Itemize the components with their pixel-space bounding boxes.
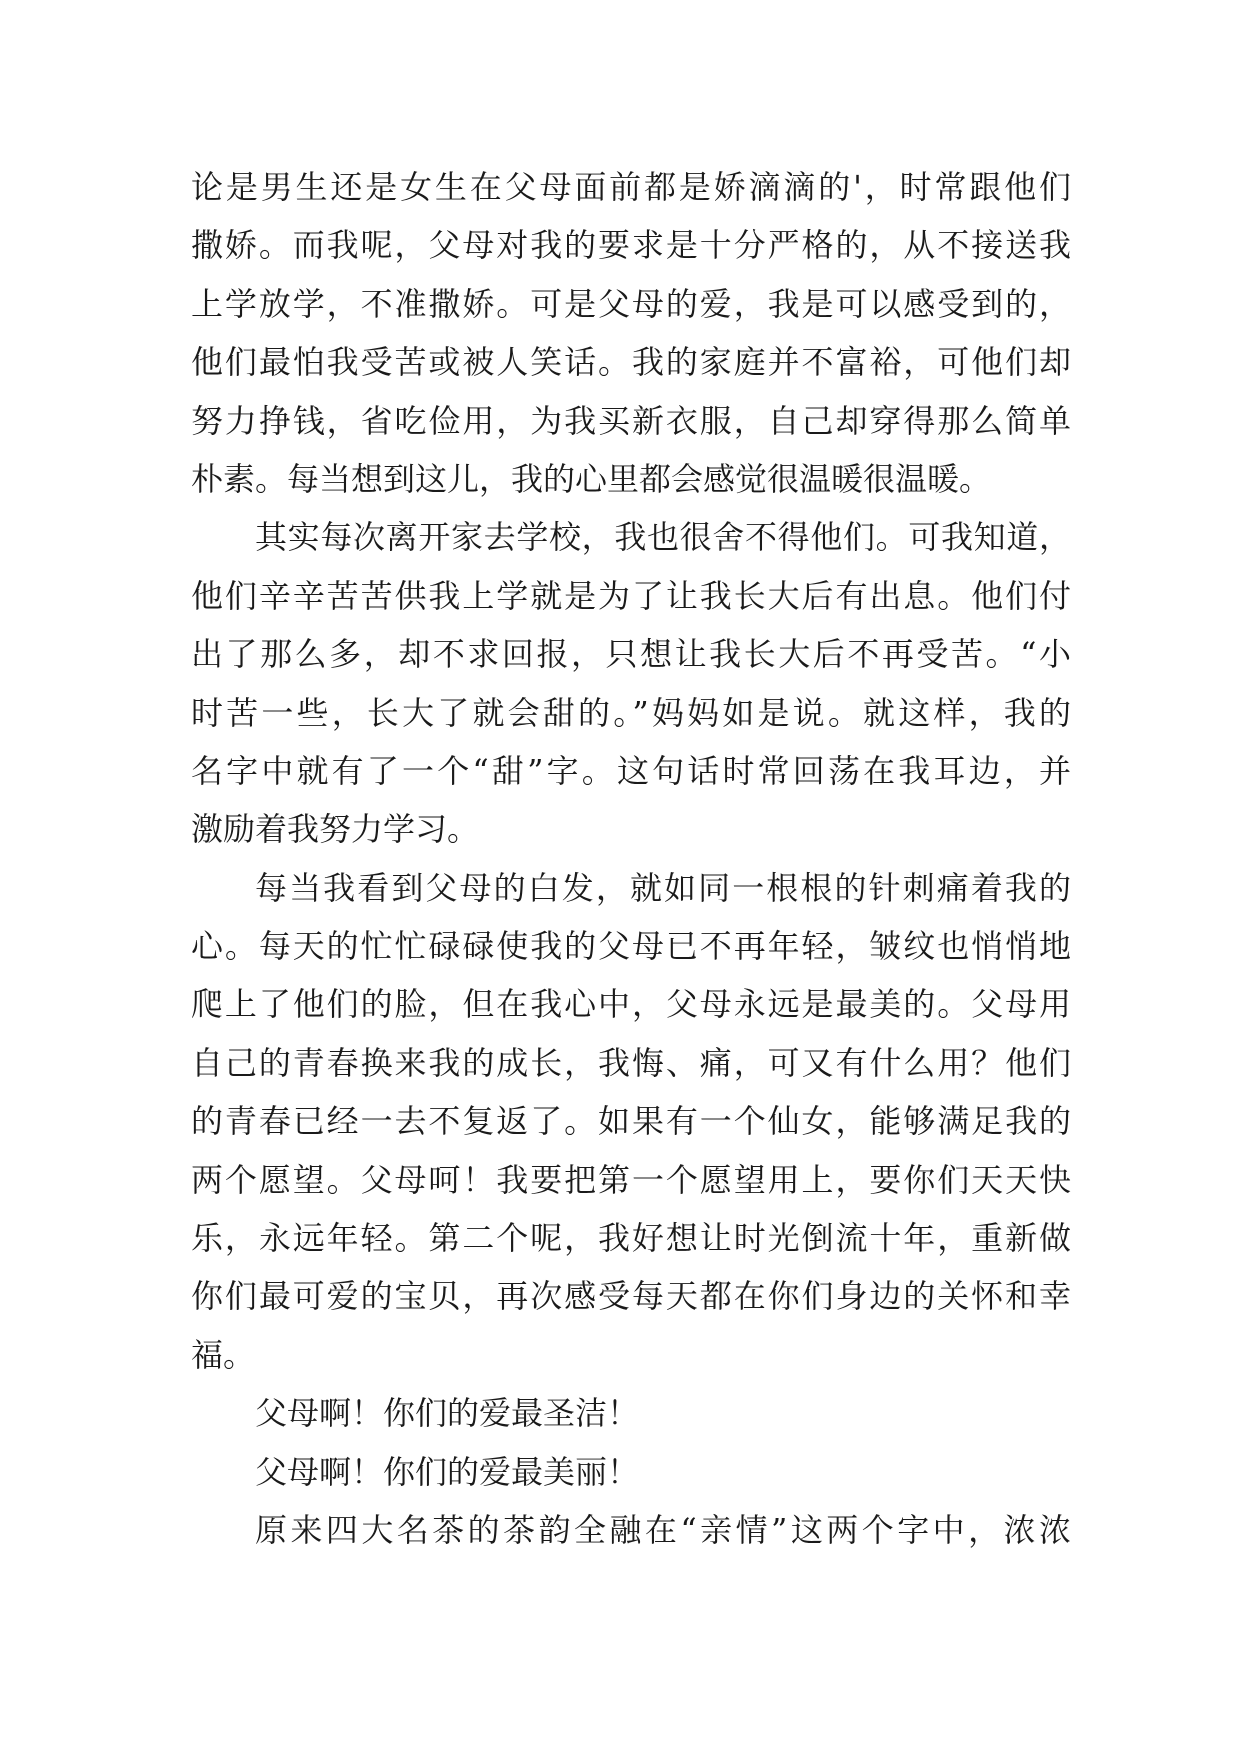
text-line: 爬上了他们的脸，但在我心中，父母永远是最美的。父母用 (191, 985, 1071, 1024)
text-line: 朴素。每当想到这儿，我的心里都会感觉很温暖很温暖。 (191, 459, 992, 498)
text-line: 你们最可爱的宝贝，再次感受每天都在你们身边的关怀和幸 (191, 1277, 1071, 1316)
text-line: 他们辛辛苦苦供我上学就是为了让我长大后有出息。他们付 (191, 576, 1071, 615)
text-line: 论是男生还是女生在父母面前都是娇滴滴的'，时常跟他们 (191, 168, 1071, 206)
text-line: 父母啊！你们的爱最美丽！ (255, 1452, 640, 1491)
text-line: 福。 (191, 1335, 256, 1374)
text-line: 父母啊！你们的爱最圣洁！ (255, 1394, 640, 1433)
text-line: 两个愿望。父母呵！我要把第一个愿望用上，要你们天天快 (191, 1160, 1071, 1199)
body-text (191, 158, 1071, 1559)
text-line: 名字中就有了一个“甜”字。这句话时常回荡在我耳边，并 (191, 751, 1071, 790)
text-line: 上学放学，不准撒娇。可是父母的爱，我是可以感受到的， (191, 284, 1071, 323)
text-line: 时苦一些，长大了就会甜的。”妈妈如是说。就这样，我的 (191, 693, 1071, 732)
text-line: 撒娇。而我呢，父母对我的要求是十分严格的，从不接送我 (191, 226, 1071, 265)
text-line: 他们最怕我受苦或被人笑话。我的家庭并不富裕，可他们却 (191, 343, 1071, 382)
text-line: 原来四大名茶的茶韵全融在“亲情”这两个字中，浓浓 (255, 1510, 1071, 1549)
text-line: 乐，永远年轻。第二个呢，我好想让时光倒流十年，重新做 (191, 1219, 1071, 1258)
text-line: 其实每次离开家去学校，我也很舍不得他们。可我知道， (255, 518, 1071, 557)
text-line: 的青春已经一去不复返了。如果有一个仙女，能够满足我的 (191, 1102, 1071, 1141)
text-line: 每当我看到父母的白发，就如同一根根的针刺痛着我的 (255, 868, 1071, 907)
text-line: 出了那么多，却不求回报，只想让我长大后不再受苦。“小 (191, 635, 1071, 674)
text-line: 自己的青春换来我的成长，我悔、痛，可又有什么用？他们 (191, 1043, 1071, 1082)
text-line: 激励着我努力学习。 (191, 810, 480, 849)
text-line: 心。每天的忙忙碌碌使我的父母已不再年轻，皱纹也悄悄地 (191, 927, 1071, 966)
text-line: 努力挣钱，省吃俭用，为我买新衣服，自己却穿得那么简单 (191, 401, 1071, 440)
